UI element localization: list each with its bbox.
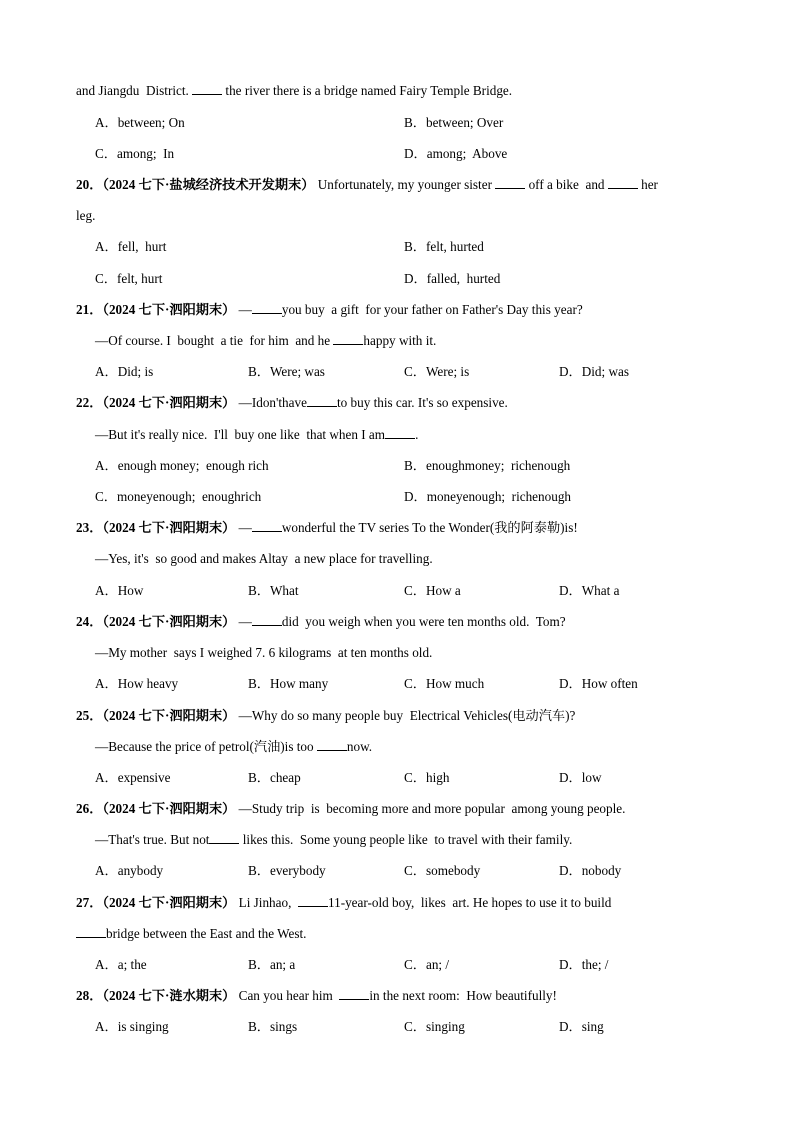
q25-stem: [76, 707, 575, 725]
q22-text-b: to buy this car. It's so expensive.: [336, 395, 508, 410]
q20-text-c: her: [637, 177, 658, 192]
q20-option-d[interactable]: D．falled, hurted: [404, 271, 501, 286]
q27-blank-1: [298, 894, 328, 907]
q19-option-a[interactable]: A．between; On: [95, 115, 185, 130]
q25-option-c[interactable]: C．high: [404, 770, 450, 785]
q27-option-c[interactable]: C．an; /: [404, 957, 450, 972]
q21-line2-a: —Of course. I bought a tie for him and he: [95, 333, 334, 348]
q28-option-b[interactable]: B．sings: [248, 1019, 298, 1034]
q22-stem: [76, 394, 508, 412]
question-source: （2024 七下·泗阳期末）: [102, 302, 236, 317]
q19-option-c[interactable]: C．among; In: [95, 146, 175, 161]
q25-line2-b: now.: [346, 739, 373, 754]
q24-line2: —My mother says I weighed 7. 6 kilograms at ten months old.: [95, 645, 433, 660]
q19-stem-continuation: [76, 82, 512, 100]
q26-option-b[interactable]: B．everybody: [248, 863, 326, 878]
question-number: 22．: [76, 395, 103, 410]
q21-text-a: —: [238, 302, 252, 317]
q20-stem-cont: leg.: [76, 208, 96, 223]
q20-stem: [76, 176, 658, 194]
q26-option-a[interactable]: A．anybody: [95, 863, 164, 878]
q23-text-b: wonderful the TV series To the Wonder(我的阿泰勒)is!: [281, 520, 578, 535]
q27-text-b: 11-year-old boy, likes art. He hopes to use it to build: [328, 895, 612, 910]
q24-option-b[interactable]: B．How many: [248, 676, 329, 691]
q26-option-c[interactable]: C．somebody: [404, 863, 481, 878]
question-number: 26．: [76, 801, 103, 816]
q22-line2-b: .: [415, 427, 419, 442]
q24-stem: [76, 613, 566, 631]
q23-option-a[interactable]: A．How: [95, 583, 144, 598]
question-number: 27．: [76, 895, 103, 910]
question-number: 20．: [76, 177, 103, 192]
question-source: （2024 七下·泗阳期末）: [102, 801, 236, 816]
q25-line2-a: —Because the price of petrol(汽油)is too: [95, 739, 317, 754]
q24-text-a: —: [238, 614, 252, 629]
question-number: 24．: [76, 614, 103, 629]
q21-blank-1: [252, 301, 282, 314]
question-source: （2024 七下·涟水期末）: [102, 988, 236, 1003]
q27-text-a: Li Jinhao,: [238, 895, 298, 910]
q23-option-c[interactable]: C．How a: [404, 583, 461, 598]
q21-option-d[interactable]: D．Did; was: [559, 364, 629, 379]
q28-stem: [76, 987, 557, 1005]
q25-blank-1: [317, 738, 347, 751]
question-number: 21．: [76, 302, 103, 317]
q27-option-d[interactable]: D．the; /: [559, 957, 609, 972]
q26-blank-1: [209, 831, 239, 844]
q23-stem: [76, 519, 578, 537]
q22-blank-1: [307, 394, 337, 407]
q28-option-a[interactable]: A．is singing: [95, 1019, 169, 1034]
q20-blank-2: [608, 176, 638, 189]
question-source: （2024 七下·盐城经济技术开发期末）: [102, 177, 315, 192]
q20-option-c[interactable]: C．felt, hurt: [95, 271, 163, 286]
question-source: （2024 七下·泗阳期末）: [102, 395, 236, 410]
q28-blank-1: [339, 987, 369, 1000]
q19-text-pre: and Jiangdu District.: [76, 83, 193, 98]
question-number: 28．: [76, 988, 103, 1003]
q19-text-post: the river there is a bridge named Fairy Temple Bridge.: [222, 83, 513, 98]
q24-text-b: did you weigh when you were ten months old. Tom?: [281, 614, 566, 629]
q19-blank: [192, 82, 222, 95]
question-number: 25．: [76, 708, 103, 723]
q21-option-b[interactable]: B．Were; was: [248, 364, 325, 379]
q21-stem: [76, 301, 583, 319]
q21-blank-2: [333, 332, 363, 345]
q24-blank-1: [252, 613, 282, 626]
q21-line2: [95, 332, 436, 350]
q28-text-a: Can you hear him: [238, 988, 340, 1003]
q23-text-a: —: [238, 520, 252, 535]
question-source: （2024 七下·泗阳期末）: [102, 520, 236, 535]
q25-text-a: —Why do so many people buy Electrical Vehicles(电动汽车)?: [238, 708, 576, 723]
question-source: （2024 七下·泗阳期末）: [102, 895, 236, 910]
q24-option-d[interactable]: D．How often: [559, 676, 638, 691]
q28-option-c[interactable]: C．singing: [404, 1019, 465, 1034]
q21-line2-b: happy with it.: [363, 333, 437, 348]
q22-line2: [95, 426, 418, 444]
q23-option-d[interactable]: D．What a: [559, 583, 620, 598]
q28-text-b: in the next room: How beautifully!: [369, 988, 557, 1003]
q20-option-a[interactable]: A．fell, hurt: [95, 239, 167, 254]
q26-line2-a: —That's true. But not: [95, 832, 210, 847]
q22-option-a[interactable]: A．enough money; enough rich: [95, 458, 269, 473]
q26-line2-b: likes this. Some young people like to travel with their family.: [239, 832, 573, 847]
q20-blank-1: [495, 176, 525, 189]
q23-blank-1: [252, 519, 282, 532]
q27-line2-b: bridge between the East and the West.: [106, 926, 307, 941]
q25-option-b[interactable]: B．cheap: [248, 770, 301, 785]
q20-option-b[interactable]: B．felt, hurted: [404, 239, 484, 254]
q22-text-a: —Idon'thave: [238, 395, 307, 410]
q20-text-a: Unfortunately, my younger sister: [317, 177, 496, 192]
q21-text-b: you buy a gift for your father on Father's Day this year?: [281, 302, 583, 317]
q27-option-b[interactable]: B．an; a: [248, 957, 296, 972]
q26-option-d[interactable]: D．nobody: [559, 863, 622, 878]
q27-blank-2: [76, 925, 106, 938]
q25-option-a[interactable]: A．expensive: [95, 770, 171, 785]
q27-stem: [76, 894, 611, 912]
q22-option-b[interactable]: B．enoughmoney; richenough: [404, 458, 571, 473]
q23-option-b[interactable]: B．What: [248, 583, 299, 598]
q19-option-b[interactable]: B．between; Over: [404, 115, 504, 130]
q26-text-a: —Study trip is becoming more and more popular among young people.: [238, 801, 626, 816]
q23-line2: —Yes, it's so good and makes Altay a new place for travelling.: [95, 551, 433, 566]
q25-option-d[interactable]: D．low: [559, 770, 602, 785]
q22-line2-a: —But it's really nice. I'll buy one like that when I am: [95, 427, 386, 442]
q26-line2: [95, 831, 572, 849]
q24-option-c[interactable]: C．How much: [404, 676, 485, 691]
q21-option-c[interactable]: C．Were; is: [404, 364, 470, 379]
question-source: （2024 七下·泗阳期末）: [102, 708, 236, 723]
q21-option-a[interactable]: A．Did; is: [95, 364, 154, 379]
q26-stem: [76, 800, 625, 818]
question-source: （2024 七下·泗阳期末）: [102, 614, 236, 629]
q27-line2: [76, 925, 306, 943]
q22-option-d[interactable]: D．moneyenough; richenough: [404, 489, 572, 504]
q19-option-d[interactable]: D．among; Above: [404, 146, 508, 161]
q20-text-b: off a bike and: [525, 177, 608, 192]
q28-option-d[interactable]: D．sing: [559, 1019, 604, 1034]
question-number: 23．: [76, 520, 103, 535]
q25-line2: [95, 738, 372, 756]
q22-option-c[interactable]: C．moneyenough; enoughrich: [95, 489, 262, 504]
q22-blank-2: [385, 426, 415, 439]
q24-option-a[interactable]: A．How heavy: [95, 676, 179, 691]
q27-option-a[interactable]: A．a; the: [95, 957, 147, 972]
